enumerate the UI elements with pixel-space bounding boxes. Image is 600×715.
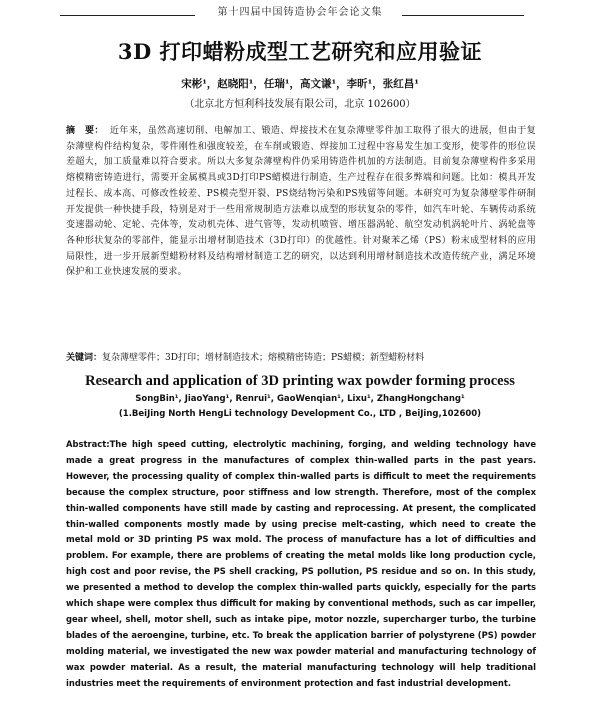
header-rule-left	[60, 15, 195, 16]
header-rule-right	[402, 15, 524, 16]
english-abstract	[66, 437, 536, 692]
chinese-abstract-text: 近年来，虽然高速切削、电解加工、锻造、焊接技术在复杂薄壁零件加工取得了很大的进展，但由于复杂薄壁构件结构复杂，零件刚性和强度较差，在车削或锻造、焊接加工过程中容易发生加工变形，使零件的形位误差超大，加工质量难以符合要求。所以大多复杂薄壁构件仍采用铸造件机加的方法制造。目前复杂薄壁构件多采用熔模精密铸造进行，需要开金属模具或3D打印PS蜡模进行制造，生产过程存在很多弊端和问题。比如：模具开发过程长、成本高、可修改性较差、PS模壳型开裂、PS烧结物污染和PS残留等问题。本研究可为复杂薄壁零件研制开发提供一种快捷手段，特别是对于一些用常规制造方法难以成型的形状复杂的零件，如汽车叶轮、车辆传动系统变速器动轮、定轮、壳体等，发动机壳体、进气管等，发动机喷管、增压器涡轮、航空发动机涡轮叶片、涡轮盘等各种形状复杂的零部件，能显示出增材制造技术（3D打印）的优越性。针对聚苯乙烯（PS）粉末成型材料的应用局限性，进一步开展新型蜡粉材料及结构增材制造工艺的研究，以达到利用增材制造技术改造传统产业，满足环境保护和工业快速发展的要求。	[66, 126, 536, 278]
chinese-abstract	[66, 124, 536, 281]
chinese-keywords	[66, 351, 536, 365]
english-affiliation: (1.BeiJing North HengLi technology Development Co., LTD , BeiJing,102600)	[118, 409, 482, 419]
chinese-affiliation: （北京北方恒利科技发展有限公司，北京 102600）	[184, 99, 416, 110]
chinese-keywords-text: 复杂薄壁零件；3D打印；增材制造技术；熔模精密铸造；PS蜡模；新型蜡粉材料	[102, 353, 425, 363]
chinese-abstract-label: 摘 要：	[66, 126, 104, 136]
running-header: 第十四届中国铸造协会年会论文集	[217, 7, 383, 18]
chinese-title: 3D 打印蜡粉成型工艺研究和应用验证	[117, 39, 483, 64]
english-authors: SongBin¹, JiaoYang¹, Renrui¹, GaoWenqian¹, Lixu¹, ZhangHongchang¹	[135, 394, 465, 404]
english-abstract-label: Abstract:	[66, 439, 110, 449]
chinese-authors: 宋彬¹，赵晓阳¹，任瑞¹，高文谦¹，李昕¹，张红昌¹	[181, 78, 419, 90]
english-title: Research and application of 3D printing wax powder forming process	[85, 373, 515, 389]
english-abstract-text: The high speed cutting, electrolytic machining, forging, and welding technology have made a great progress in the manufactures of complex thin-walled parts in the past years. However, the processing quality of complex thin-walled parts is difficult to meet the requirements because the complex structure, poor stiffness and low strength. Therefore, most of the complex thin-walled components have still made by casting and reprocessing. At present, the complicated thin-walled components mostly made by using precise melt-casting, which need to create the metal mold or 3D printing PS wax mold. The process of manufacture has a lot of difficulties and problem. For example, there are problems of creating the metal molds like long production cycle, high cost and poor revise, the PS shell cracking, PS pollution, PS residue and so on. In this study, we presented a method to develop the complex thin-walled parts quickly, especially for the parts which shape were complex thus difficult for making by conventional methods, such as car impeller, gear wheel, shell, motor shell, such as intake pipe, motor nozzle, supercharger turbo, the turbine blades of the aeroengine, turbine, etc. To break the application barrier of polystyrene (PS) powder molding material, we investigated the new wax powder material and manufacturing technology of wax powder material. As a result, the material manufacturing technology will help traditional industries meet the requirements of environment protection and fast industrial development.	[66, 439, 536, 688]
chinese-keywords-label: 关键词：	[66, 353, 103, 363]
